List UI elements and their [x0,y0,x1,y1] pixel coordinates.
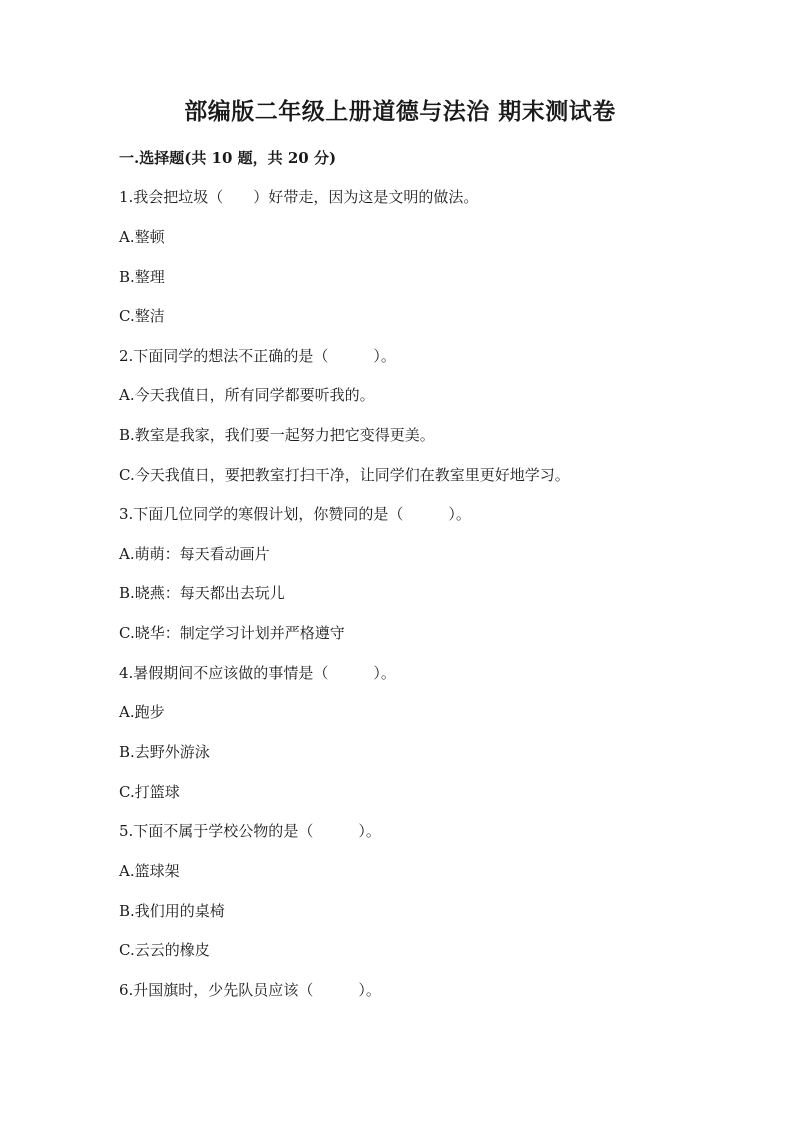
question-3-option-c: C.晓华：制定学习计划并严格遵守 [119,624,345,642]
question-5-stem: 5.下面不属于学校公物的是（ ）。 [119,822,381,840]
question-4-option-b: B.去野外游泳 [119,743,210,761]
question-2-option-a: A.今天我值日，所有同学都要听我的。 [119,386,375,404]
question-4-option-c: C.打篮球 [119,783,180,801]
question-1-option-c: C.整洁 [119,307,165,325]
question-3-option-b: B.晓燕：每天都出去玩儿 [119,584,285,602]
question-5-option-b: B.我们用的桌椅 [119,902,225,920]
question-1-option-b: B.整理 [119,268,165,286]
question-5-option-a: A.篮球架 [119,862,180,880]
question-3-option-a: A.萌萌：每天看动画片 [119,545,270,563]
question-2-stem: 2.下面同学的想法不正确的是（ ）。 [119,347,396,365]
section-heading: 一.选择题(共 10 题，共 20 分) [119,149,337,167]
question-1-stem: 1.我会把垃圾（ ）好带走，因为这是文明的做法。 [119,188,479,206]
question-4-option-a: A.跑步 [119,703,165,721]
question-5-option-c: C.云云的橡皮 [119,941,210,959]
question-6-stem: 6.升国旗时，少先队员应该（ ）。 [119,981,381,999]
page-title: 部编版二年级上册道德与法治 期末测试卷 [184,98,616,125]
question-3-stem: 3.下面几位同学的寒假计划，你赞同的是（ ）。 [119,505,471,523]
question-2-option-c: C.今天我值日，要把教室打扫干净，让同学们在教室里更好地学习。 [119,466,570,484]
question-4-stem: 4.暑假期间不应该做的事情是（ ）。 [119,664,396,682]
question-1-option-a: A.整顿 [119,228,165,246]
question-2-option-b: B.教室是我家，我们要一起努力把它变得更美。 [119,426,435,444]
